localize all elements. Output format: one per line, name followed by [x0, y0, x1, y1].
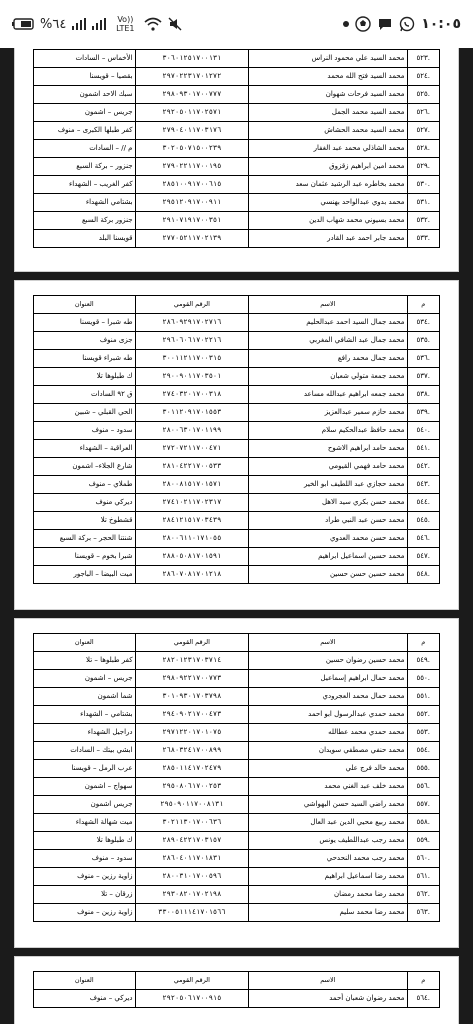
- row-number: .٥٥٨: [407, 814, 439, 832]
- table-row: [34, 332, 440, 350]
- header-num: م: [407, 972, 439, 990]
- table-row: [34, 458, 440, 476]
- row-number: .٥٣٩: [407, 404, 439, 422]
- table-row: [34, 778, 440, 796]
- header-national-id: الرقم القومي: [135, 972, 249, 990]
- wifi-icon: [144, 15, 162, 33]
- person-name: محمد جمال السيد احمد عبدالحليم: [249, 314, 407, 332]
- national-id: ٢٩٤٠٩٠٢١٧٠٠٤٧٣: [135, 706, 249, 724]
- records-table: [33, 971, 440, 1008]
- row-number: .٥٤٤: [407, 494, 439, 512]
- person-name: محمد خلف عبد الغني محمد: [249, 778, 407, 796]
- row-number: .٥٢٩: [407, 158, 439, 176]
- clock: ١٠:٠٥: [421, 16, 461, 32]
- row-number: .٥٤٥: [407, 512, 439, 530]
- row-number: .٥٥٩: [407, 832, 439, 850]
- document-page-4: [14, 956, 459, 1024]
- table-row: [34, 904, 440, 922]
- address: ميت شهالة الشهداء: [34, 814, 136, 832]
- person-name: محمد حمال ابراهيم إسماعيل: [249, 670, 407, 688]
- address: جريس – اشمون: [34, 104, 136, 122]
- national-id: ٢٨٨٠٥٠٨١٧٠١٥٩١: [135, 548, 249, 566]
- national-id: ٢٨٥١٠٠٩١٧٠٠٦١٥: [135, 176, 249, 194]
- address: الحي القبلي – شبين: [34, 404, 136, 422]
- status-right: [343, 15, 461, 33]
- table-header-row: [34, 634, 440, 652]
- national-id: ٢٩٧١٢٢٠١٧٠١٠٧٥: [135, 724, 249, 742]
- person-name: محمد السيد فرحات شهوان: [249, 86, 407, 104]
- table-row: [34, 140, 440, 158]
- person-name: محمد رضا محمد رمضان: [249, 886, 407, 904]
- person-name: محمد رجب عبداللطيف يونس: [249, 832, 407, 850]
- address: ميت البيضا – الباجور: [34, 566, 136, 584]
- address: العراقية – الشهداء: [34, 440, 136, 458]
- header-address: العنوان: [34, 634, 136, 652]
- national-id: ٢٩٥٠٩٠١١٧٠٠٨١٣١: [135, 796, 249, 814]
- table-row: [34, 832, 440, 850]
- table-row: [34, 706, 440, 724]
- table-header-row: [34, 972, 440, 990]
- table-row: [34, 742, 440, 760]
- document-viewer[interactable]: [0, 48, 473, 1024]
- person-name: محمد بسيوني محمد شهاب الدين: [249, 212, 407, 230]
- row-number: .٥٣٧: [407, 368, 439, 386]
- address: الأخماس – السادات: [34, 50, 136, 68]
- address: كفر الغريب – الشهداء: [34, 176, 136, 194]
- national-id: ٢٨٩٠٤٢٢١٧٠٣١٥٧: [135, 832, 249, 850]
- national-id: ٢٨٦٠٤٠١١٧٠١٨٣١: [135, 850, 249, 868]
- address: زاوية رزين – منوف: [34, 868, 136, 886]
- records-table: [33, 49, 440, 248]
- person-name: محمد خالد فرج علي: [249, 760, 407, 778]
- address: سدود – منوف: [34, 850, 136, 868]
- row-number: .٥٢٦: [407, 104, 439, 122]
- records-table: [33, 633, 440, 922]
- address: جزى منوف: [34, 332, 136, 350]
- row-number: .٥٢٣: [407, 50, 439, 68]
- row-number: .٥٤٠: [407, 422, 439, 440]
- table-row: [34, 548, 440, 566]
- national-id: ٢٧٢٠٧٢١١٧٠٠٤٧١: [135, 440, 249, 458]
- table-row: [34, 566, 440, 584]
- address: عرب الرمل – قويسنا: [34, 760, 136, 778]
- national-id: ٢٨٢٠١٢٣١٧٠٣٧١٤: [135, 652, 249, 670]
- table-row: [34, 670, 440, 688]
- person-name: محمد بخاطره عبد الرشيد عثمان سعد: [249, 176, 407, 194]
- row-number: .٥٦٣: [407, 904, 439, 922]
- signal-icon: [92, 15, 106, 33]
- national-id: ٢٩٣٠٨٢٠١٧٠٢١٩٨: [135, 886, 249, 904]
- status-bar: [0, 0, 473, 48]
- national-id: ٢٩٨٠٩٢٢١٧٠٠٧٧٣: [135, 670, 249, 688]
- person-name: محمد السيد فتح الله محمد: [249, 68, 407, 86]
- table-row: [34, 212, 440, 230]
- address: ك طبلوها تلا: [34, 832, 136, 850]
- table-row: [34, 122, 440, 140]
- national-id: ٢٩٥١٢٠٩١٧٠٠٩١١: [135, 194, 249, 212]
- records-table: [33, 295, 440, 584]
- table-row: [34, 530, 440, 548]
- address: كفر طبلوها – تلا: [34, 652, 136, 670]
- person-name: محمد حمدي محمد عطالله: [249, 724, 407, 742]
- document-page-2: [14, 280, 459, 610]
- person-name: محمد بدوي عبدالواحد بهنسي: [249, 194, 407, 212]
- national-id: ٢٧٧٠٥٢١١٧٠٢١٣٩: [135, 230, 249, 248]
- address: سبك الاحد اشمون: [34, 86, 136, 104]
- table-row: [34, 86, 440, 104]
- person-name: محمد رضا محمد سليم: [249, 904, 407, 922]
- row-number: .٥٤٢: [407, 458, 439, 476]
- table-row: [34, 50, 440, 68]
- person-name: محمد حنفي مصطفي سويدان: [249, 742, 407, 760]
- table-row: [34, 494, 440, 512]
- national-id: ٢٨١٠٤٢٢١٧٠٠٥٣٣: [135, 458, 249, 476]
- national-id: ٢٦٨٠٣٢٤١٧٠٠٨٩٩: [135, 742, 249, 760]
- table-row: [34, 814, 440, 832]
- table-row: [34, 990, 440, 1008]
- table-row: [34, 760, 440, 778]
- address: ديركي – منوف: [34, 990, 136, 1008]
- mute-icon: [168, 15, 182, 33]
- row-number: .٥٥٣: [407, 724, 439, 742]
- header-name: الاسم: [249, 972, 407, 990]
- header-num: م: [407, 296, 439, 314]
- header-name: الاسم: [249, 634, 407, 652]
- national-id: ٢٩١٠٧١٩١٧٠٠٣٥١: [135, 212, 249, 230]
- person-name: محمد حمال محمد العجرودي: [249, 688, 407, 706]
- row-number: .٥٥٧: [407, 796, 439, 814]
- address: طه شبراء قويسنا: [34, 350, 136, 368]
- address: جنزور – بركة السبع: [34, 158, 136, 176]
- national-id: ٢٨٠٠٨١٥١٧٠١٥٧١: [135, 476, 249, 494]
- address: ديركي منوف: [34, 494, 136, 512]
- address: كفر طبلها الكبرى – منوف: [34, 122, 136, 140]
- address: طه شبرا – قويسنا: [34, 314, 136, 332]
- address: بقصيا – قويسنا: [34, 68, 136, 86]
- person-name: محمد حسين رضوان حسين: [249, 652, 407, 670]
- address: م // – السادات: [34, 140, 136, 158]
- row-number: .٥٣٢: [407, 212, 439, 230]
- address: طملاي – منوف: [34, 476, 136, 494]
- header-national-id: الرقم القومي: [135, 634, 249, 652]
- row-number: .٥٥٦: [407, 778, 439, 796]
- row-number: .٥٣٥: [407, 332, 439, 350]
- table-row: [34, 368, 440, 386]
- row-number: .٥٤٩: [407, 652, 439, 670]
- address: بشتامي الشهداء: [34, 194, 136, 212]
- address: دراجيل الشهداء: [34, 724, 136, 742]
- national-id: ٢٨٠٠٣١٠١٧٠٠٥٩٦: [135, 868, 249, 886]
- person-name: محمد السيد محمد الجمل: [249, 104, 407, 122]
- national-id: ٢٨٤١٢١٥١٧٠٣٤٣٩: [135, 512, 249, 530]
- document-page-1: [14, 48, 459, 272]
- national-id: ٢٩٠٠٩٠١١٧٠٣٥٠١: [135, 368, 249, 386]
- person-name: محمد جمال عبد الشافي المغربي: [249, 332, 407, 350]
- address: ق ٩٢ السادات: [34, 386, 136, 404]
- person-name: محمد حسن عبد النبي طراد: [249, 512, 407, 530]
- row-number: .٥٢٥: [407, 86, 439, 104]
- national-id: ٢٨٦٠٩٢٩١٧٠٢٧١٦: [135, 314, 249, 332]
- national-id: ٢٧٩٠٤٠١١٧٠٣١٧٦: [135, 122, 249, 140]
- header-address: العنوان: [34, 296, 136, 314]
- table-row: [34, 850, 440, 868]
- table-row: [34, 68, 440, 86]
- person-name: محمد حسن محمد العدوي: [249, 530, 407, 548]
- address: قويسنا البلد: [34, 230, 136, 248]
- row-number: .٥٤٧: [407, 548, 439, 566]
- header-num: م: [407, 634, 439, 652]
- table-row: [34, 314, 440, 332]
- row-number: .٥٦١: [407, 868, 439, 886]
- national-id: ٢٩٨٠٩٣٠١٧٠٠٧٧٧: [135, 86, 249, 104]
- messages-icon: [377, 15, 393, 33]
- row-number: .٥٢٧: [407, 122, 439, 140]
- header-address: العنوان: [34, 972, 136, 990]
- row-number: .٥٣٨: [407, 386, 439, 404]
- person-name: محمد حمدي عبدالرسول ابو احمد: [249, 706, 407, 724]
- person-name: محمد راضي السيد حسن البهواشي: [249, 796, 407, 814]
- address: ك طبلوها تلا: [34, 368, 136, 386]
- address: زاوية رزين – منوف: [34, 904, 136, 922]
- row-number: .٥٦٤: [407, 990, 439, 1008]
- address: شما اشمون: [34, 688, 136, 706]
- table-header-row: [34, 296, 440, 314]
- person-name: محمد رضوان شعبان أحمد: [249, 990, 407, 1008]
- person-name: محمد حامد ابراهيم الاشوح: [249, 440, 407, 458]
- row-number: .٥٤٨: [407, 566, 439, 584]
- document-page-3: [14, 618, 459, 948]
- table-row: [34, 422, 440, 440]
- national-id: ٢٨٦٠٧٠٨١٧٠١٢١٨: [135, 566, 249, 584]
- national-id: ٢٨٠٠٦١١٠١٧١٠٥٥: [135, 530, 249, 548]
- address: سهواج – اشمون: [34, 778, 136, 796]
- row-number: .٥٦٢: [407, 886, 439, 904]
- table-row: [34, 476, 440, 494]
- person-name: محمد ربيع محيي الدين عبد العال: [249, 814, 407, 832]
- row-number: .٥٥١: [407, 688, 439, 706]
- national-id: ٣٠٦٠١٢٥١٧٠٠١٣١: [135, 50, 249, 68]
- row-number: .٥٣١: [407, 194, 439, 212]
- table-row: [34, 652, 440, 670]
- table-row: [34, 868, 440, 886]
- national-id: ٣٠٠١١٢١١٧٠٠٣١٥: [135, 350, 249, 368]
- table-row: [34, 512, 440, 530]
- dot-icon: [343, 15, 349, 33]
- person-name: محمد جمال محمد رافع: [249, 350, 407, 368]
- national-id: ٢٩٢٠٥٠٦١٧٠٠٩١٥: [135, 990, 249, 1008]
- row-number: .٥٤٣: [407, 476, 439, 494]
- address: جنزور بركة السبع: [34, 212, 136, 230]
- national-id: ٣٠٢١١٣٠١٧٠٠٦٣٦: [135, 814, 249, 832]
- address: سدود – منوف: [34, 422, 136, 440]
- status-left: [12, 15, 182, 33]
- address: جريس اشمون: [34, 796, 136, 814]
- person-name: محمد حسين اسماعيل ابراهيم: [249, 548, 407, 566]
- signal-icon: [72, 15, 86, 33]
- national-id: ٢٩٢٠٥٠١١٧٠٢٥٧١: [135, 104, 249, 122]
- person-name: محمد حسن بكري سيد الاهل: [249, 494, 407, 512]
- national-id: ٣٣٠٠٥١١١٤١٧٠١٥٦٦: [135, 904, 249, 922]
- battery-icon: [12, 15, 34, 33]
- address: زرقان – تلا: [34, 886, 136, 904]
- person-name: محمد الشاذلي محمد عبد الغفار: [249, 140, 407, 158]
- national-id: ٢٧٤١٠٢١١٧٠٢٣١٧: [135, 494, 249, 512]
- person-name: محمد امين ابراهيم زقزوق: [249, 158, 407, 176]
- person-name: محمد حسين حسن حسين: [249, 566, 407, 584]
- address: شبرا بخوم – قويسنا: [34, 548, 136, 566]
- address: شارع الجلاء– اشمون: [34, 458, 136, 476]
- table-row: [34, 158, 440, 176]
- row-number: .٥٢٨: [407, 140, 439, 158]
- table-row: [34, 796, 440, 814]
- person-name: محمد السيد محمد الحشاش: [249, 122, 407, 140]
- person-name: محمد حافظ عبدالحكيم سلام: [249, 422, 407, 440]
- national-id: ٢٨٥٠١١٤١٧٠٢٤٧٩: [135, 760, 249, 778]
- address: بشتامي – الشهداء: [34, 706, 136, 724]
- table-row: [34, 440, 440, 458]
- person-name: محمد جابر احمد عبد القادر: [249, 230, 407, 248]
- whatsapp-icon: [399, 15, 415, 33]
- table-row: [34, 350, 440, 368]
- table-row: [34, 104, 440, 122]
- person-name: محمد رجب محمد النحدحي: [249, 850, 407, 868]
- address: قشطوخ تلا: [34, 512, 136, 530]
- table-row: [34, 688, 440, 706]
- table-row: [34, 176, 440, 194]
- row-number: .٥٣٠: [407, 176, 439, 194]
- table-row: [34, 230, 440, 248]
- table-row: [34, 404, 440, 422]
- national-id: ٣٠١٠٩٣٠١٧٠٣٧٩٨: [135, 688, 249, 706]
- person-name: محمد رضا اسماعيل ابراهيم: [249, 868, 407, 886]
- table-row: [34, 386, 440, 404]
- football-icon: [355, 15, 371, 33]
- national-id: ٢٨٠٠٦٣٠١٧٠١١٩٩: [135, 422, 249, 440]
- header-name: الاسم: [249, 296, 407, 314]
- row-number: .٥٤٦: [407, 530, 439, 548]
- national-id: ٣٠١١٢٠٩١٧٠١٥٥٣: [135, 404, 249, 422]
- national-id: ٢٧٤٠٣٢٠١٧٠٠٣١٨: [135, 386, 249, 404]
- battery-percent: %٦٤: [40, 16, 67, 32]
- row-number: .٥٥٠: [407, 670, 439, 688]
- address: ابشي بيتك – السادات: [34, 742, 136, 760]
- person-name: محمد جمعه ابراهيم عبدالله مساعد: [249, 386, 407, 404]
- row-number: .٥٢٤: [407, 68, 439, 86]
- row-number: .٥٣٣: [407, 230, 439, 248]
- table-row: [34, 886, 440, 904]
- person-name: محمد حازم سمير عبدالعزيز: [249, 404, 407, 422]
- row-number: .٥٣٦: [407, 350, 439, 368]
- row-number: .٥٥٥: [407, 760, 439, 778]
- national-id: ٢٩٧٠٢٢٣١٧٠١٢٧٢: [135, 68, 249, 86]
- person-name: محمد جمعة متولي شعبان: [249, 368, 407, 386]
- national-id: ٢٩٦٠٦٠٦١٧٠٢٢١٦: [135, 332, 249, 350]
- table-row: [34, 194, 440, 212]
- national-id: ٢٩٥٠٨٠٦١٧٠٠٢٥٣: [135, 778, 249, 796]
- row-number: .٥٥٤: [407, 742, 439, 760]
- address: جريس – اشمون: [34, 670, 136, 688]
- person-name: محمد حامد فهمي القيومي: [249, 458, 407, 476]
- network-label: Vo)) LTE1: [116, 15, 135, 33]
- person-name: محمد حجازي عبد اللطيف ابو الخير: [249, 476, 407, 494]
- row-number: .٥٦٠: [407, 850, 439, 868]
- header-national-id: الرقم القومي: [135, 296, 249, 314]
- person-name: محمد السيد علي محمود النراس: [249, 50, 407, 68]
- address: شنتنا الحجر – بركة السبع: [34, 530, 136, 548]
- row-number: .٥٣٤: [407, 314, 439, 332]
- national-id: ٣٠٢٠٥٠٧١٥٠٠٢٣٩: [135, 140, 249, 158]
- row-number: .٥٥٢: [407, 706, 439, 724]
- national-id: ٢٧٩٠٢٢١١٧٠٠١٩٥: [135, 158, 249, 176]
- table-row: [34, 724, 440, 742]
- row-number: .٥٤١: [407, 440, 439, 458]
